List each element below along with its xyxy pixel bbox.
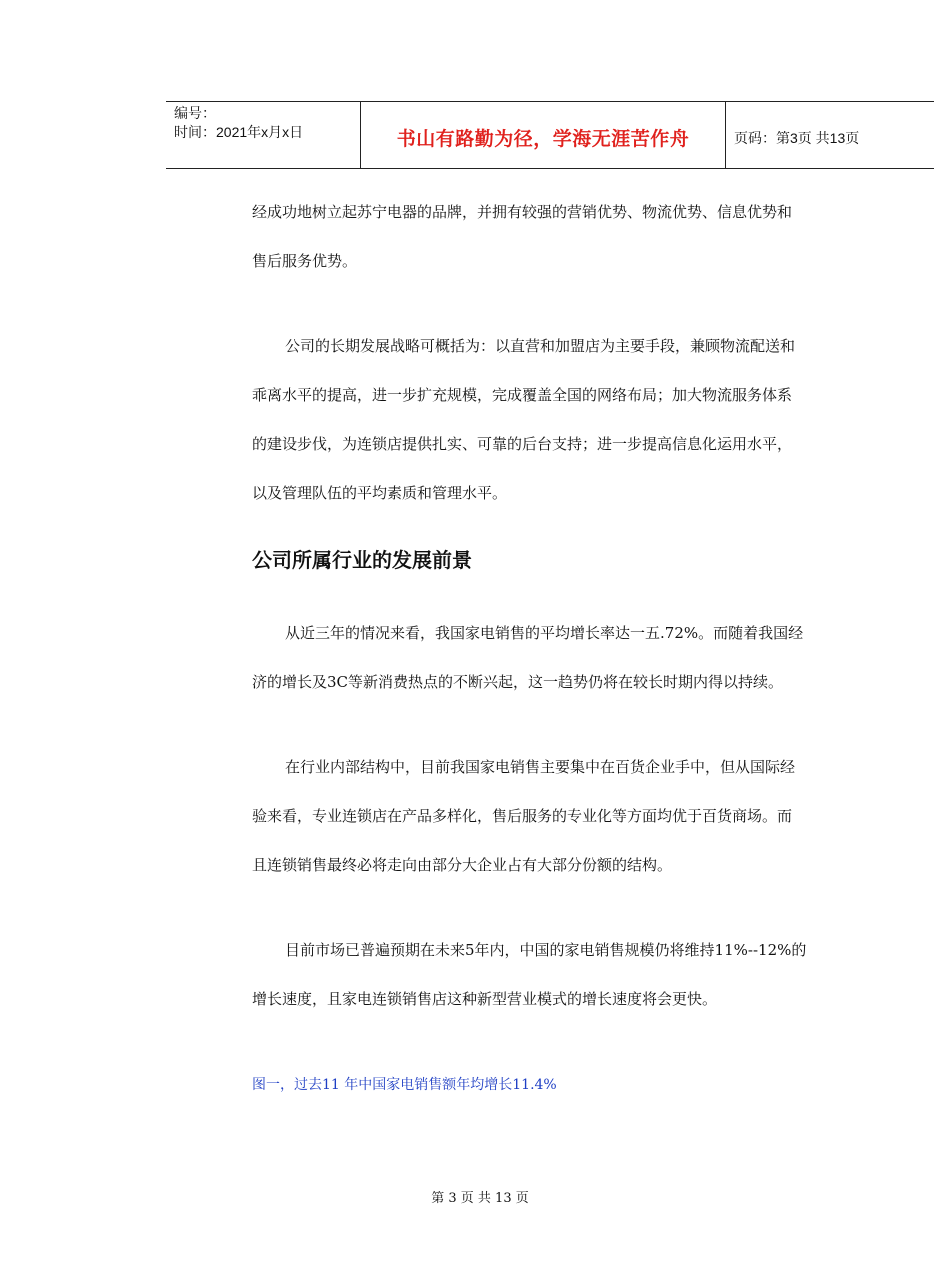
paragraph-line-wrap (252, 743, 842, 792)
paragraph-line: 乖离水平的提高，进一步扩充规模，完成覆盖全国的网络布局；加大物流服务体系 (252, 386, 793, 404)
header-page-info: 页码：第3页 共13页 (734, 130, 860, 146)
section-heading: 公司所属行业的发展前景 (252, 548, 472, 572)
document-date-label: 时间：2021年x月x日 (174, 124, 304, 140)
paragraph-line: 且连锁销售最终必将走向由部分大企业占有大部分份额的结构。 (252, 856, 673, 874)
paragraph-2 (252, 322, 842, 518)
page-footer: 第 3 页 共 13 页 (431, 1191, 529, 1206)
document-number-label: 编号： (174, 105, 216, 121)
header-page-cell (726, 102, 934, 168)
paragraph-line: 验来看，专业连锁店在产品多样化，售后服务的专业化等方面均优于百货商场。而 (252, 807, 793, 825)
header-motto: 书山有路勤为径，学海无涯苦作舟 (396, 128, 690, 150)
figure-caption: 图一，过去11 年中国家电销售额年均增长11.4% (252, 1077, 557, 1093)
paragraph-line: 目前市场已普遍预期在未来5年内，中国的家电销售规模仍将维持11%--12%的 (285, 941, 807, 959)
header-motto-cell (360, 102, 726, 168)
paragraph-line: 在行业内部结构中，目前我国家电销售主要集中在百货企业手中，但从国际经 (285, 758, 796, 776)
paragraph-line: 增长速度，且家电连锁销售店这种新型营业模式的增长速度将会更快。 (252, 990, 718, 1008)
paragraph-line: 售后服务优势。 (252, 252, 358, 270)
paragraph-line-wrap (252, 926, 842, 975)
paragraph-4 (252, 743, 842, 890)
paragraph-5 (252, 926, 842, 1024)
paragraph-line-wrap (252, 609, 842, 658)
paragraph-line: 经成功地树立起苏宁电器的品牌，并拥有较强的营销优势、物流优势、信息优势和 (252, 203, 793, 221)
paragraph-line: 从近三年的情况来看，我国家电销售的平均增长率达一五.72%。而随着我国经 (285, 624, 804, 642)
paragraph-line-wrap (252, 322, 842, 371)
document-header (166, 101, 934, 169)
paragraph-line: 济的增长及3C等新消费热点的不断兴起，这一趋势仍将在较长时期内得以持续。 (252, 673, 784, 691)
paragraph-line: 以及管理队伍的平均素质和管理水平。 (252, 484, 508, 502)
paragraph-3 (252, 609, 842, 707)
paragraph-1 (252, 188, 842, 286)
paragraph-line: 公司的长期发展战略可概括为：以直营和加盟店为主要手段，兼顾物流配送和 (285, 337, 796, 355)
header-meta-cell (166, 102, 360, 168)
paragraph-line: 的建设步伐，为连锁店提供扎实、可靠的后台支持；进一步提高信息化运用水平， (252, 435, 793, 453)
